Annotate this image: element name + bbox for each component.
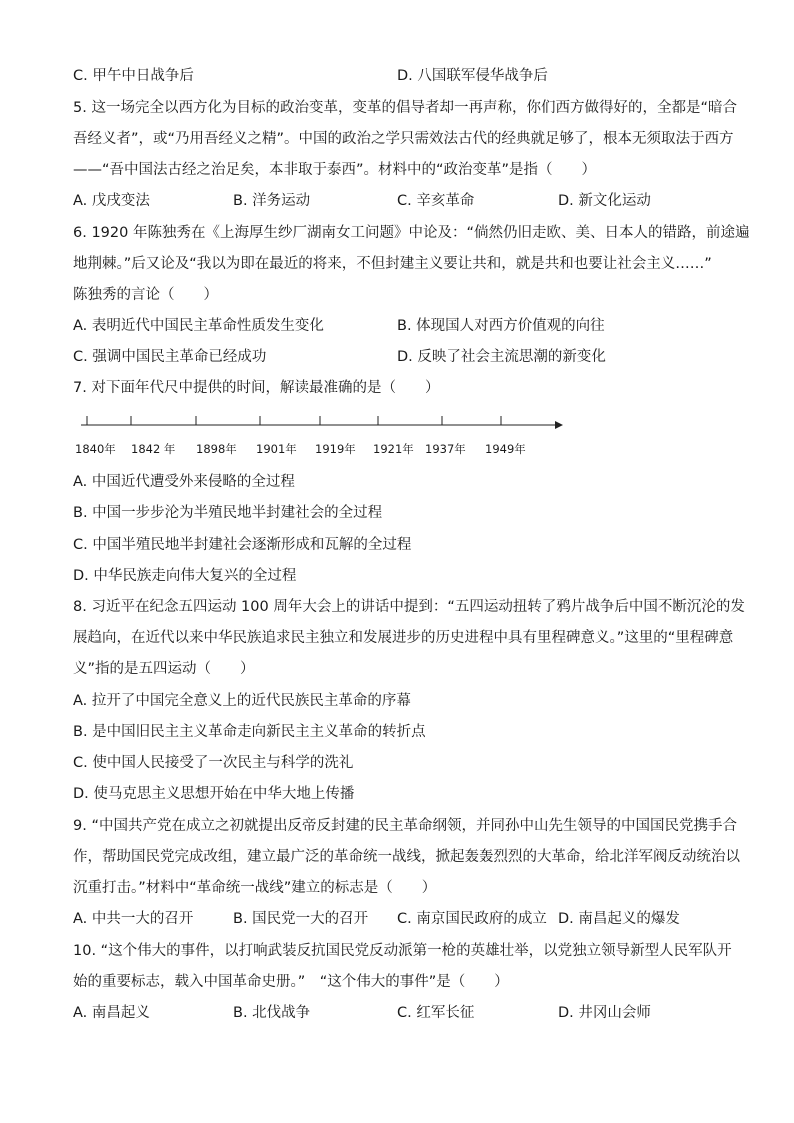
q6-text-line2: 地荆棘。”后又论及“我以为即在最近的将来，不但封建主义要让共和，就是共和也要让社会主义……” xyxy=(73,256,712,272)
q7-option-a: A. 中国近代遭受外来侵略的全过程 xyxy=(73,474,295,490)
timeline-axis xyxy=(73,405,573,437)
q8-option-a: A. 拉开了中国完全意义上的近代民族民主革命的序幕 xyxy=(73,693,411,709)
q10-option-b: B. 北伐战争 xyxy=(233,1005,311,1021)
q6-option-d: D. 反映了社会主流思潮的新变化 xyxy=(397,349,606,365)
q7-option-b: B. 中国一步步沦为半殖民地半封建社会的全过程 xyxy=(73,505,383,521)
q9-text-line3: 沉重打击。”材料中“革命统一战线”建立的标志是（ ） xyxy=(73,880,437,896)
timeline-arrow-icon xyxy=(555,421,563,429)
timeline-year-label: 1840年 xyxy=(75,442,116,456)
q6-option-b: B. 体现国人对西方价值观的向往 xyxy=(397,318,605,334)
q9-option-b: B. 国民党一大的召开 xyxy=(233,911,369,927)
timeline-year-label: 1937年 xyxy=(425,442,466,456)
q5-option-a: A. 戊戌变法 xyxy=(73,193,150,209)
q6-option-c: C. 强调中国民主革命已经成功 xyxy=(73,349,267,365)
q7-text-line1: 7. 对下面年代尺中提供的时间，解读最准确的是（ ） xyxy=(73,380,440,396)
q5-option-c: C. 辛亥革命 xyxy=(397,193,475,209)
q9-option-c: C. 南京国民政府的成立 xyxy=(397,911,547,927)
q4-option-d: D. 八国联军侵华战争后 xyxy=(397,68,548,84)
q8-option-d: D. 使马克思主义思想开始在中华大地上传播 xyxy=(73,786,355,802)
q8-option-c: C. 使中国人民接受了一次民主与科学的洗礼 xyxy=(73,755,354,771)
timeline-year-label: 1901年 xyxy=(256,442,297,456)
q8-option-b: B. 是中国旧民主主义革命走向新民主主义革命的转折点 xyxy=(73,724,426,740)
q10-text-line2: 始的重要标志，载入中国革命史册。” “这个伟大的事件”是（ ） xyxy=(73,974,509,990)
q6-text-line3: 陈独秀的言论（ ） xyxy=(73,287,218,303)
q10-option-c: C. 红军长征 xyxy=(397,1005,475,1021)
q6-option-a: A. 表明近代中国民主革命性质发生变化 xyxy=(73,318,324,334)
year-timeline xyxy=(73,405,573,465)
timeline-year-label: 1842 年 xyxy=(131,442,176,456)
q5-option-d: D. 新文化运动 xyxy=(558,193,651,209)
timeline-year-label: 1921年 xyxy=(373,442,414,456)
q7-option-d: D. 中华民族走向伟大复兴的全过程 xyxy=(73,568,297,584)
q5-text-line2: 吾经义者”，或“乃用吾经义之精”。中国的政治之学只需效法古代的经典就足够了，根本无须取法于西方 xyxy=(73,131,734,147)
q5-text-line1: 5. 这一场完全以西方化为目标的政治变革，变革的倡导者却一再声称，你们西方做得好的，全都是“暗合 xyxy=(73,100,737,116)
q9-text-line2: 作，帮助国民党完成改组，建立最广泛的革命统一战线，掀起轰轰烈烈的大革命，给北洋军阀反动统治以 xyxy=(73,849,740,865)
q9-text-line1: 9. “中国共产党在成立之初就提出反帝反封建的民主革命纲领，并同孙中山先生领导的中国国民党携手合 xyxy=(73,818,737,834)
timeline-year-label: 1949年 xyxy=(485,442,526,456)
q5-text-line3: ——“吾中国法古经之治足矣，本非取于泰西”。材料中的“政治变革”是指（ ） xyxy=(73,162,597,178)
q8-text-line3: 义”指的是五四运动（ ） xyxy=(73,661,255,677)
q9-option-a: A. 中共一大的召开 xyxy=(73,911,194,927)
q6-text-line1: 6. 1920 年陈独秀在《上海厚生纱厂湖南女工问题》中论及：“倘然仍旧走欧、美、日本人的错路，前途遍 xyxy=(73,225,750,241)
q4-option-c: C. 甲午中日战争后 xyxy=(73,68,194,84)
q10-option-d: D. 井冈山会师 xyxy=(558,1005,651,1021)
q5-option-b: B. 洋务运动 xyxy=(233,193,311,209)
q7-option-c: C. 中国半殖民地半封建社会逐渐形成和瓦解的全过程 xyxy=(73,537,412,553)
q8-text-line1: 8. 习近平在纪念五四运动 100 周年大会上的讲话中提到：“五四运动扭转了鸦片战争后中国不断沉沦的发 xyxy=(73,599,745,615)
q8-text-line2: 展趋向，在近代以来中华民族追求民主独立和发展进步的历史进程中具有里程碑意义。”这里的“里程碑意 xyxy=(73,630,734,646)
q9-option-d: D. 南昌起义的爆发 xyxy=(558,911,680,927)
q10-option-a: A. 南昌起义 xyxy=(73,1005,150,1021)
timeline-year-label: 1919年 xyxy=(315,442,356,456)
timeline-year-label: 1898年 xyxy=(196,442,237,456)
q10-text-line1: 10. “这个伟大的事件，以打响武装反抗国民党反动派第一枪的英雄壮举，以党独立领导新型人民军队开 xyxy=(73,943,732,959)
